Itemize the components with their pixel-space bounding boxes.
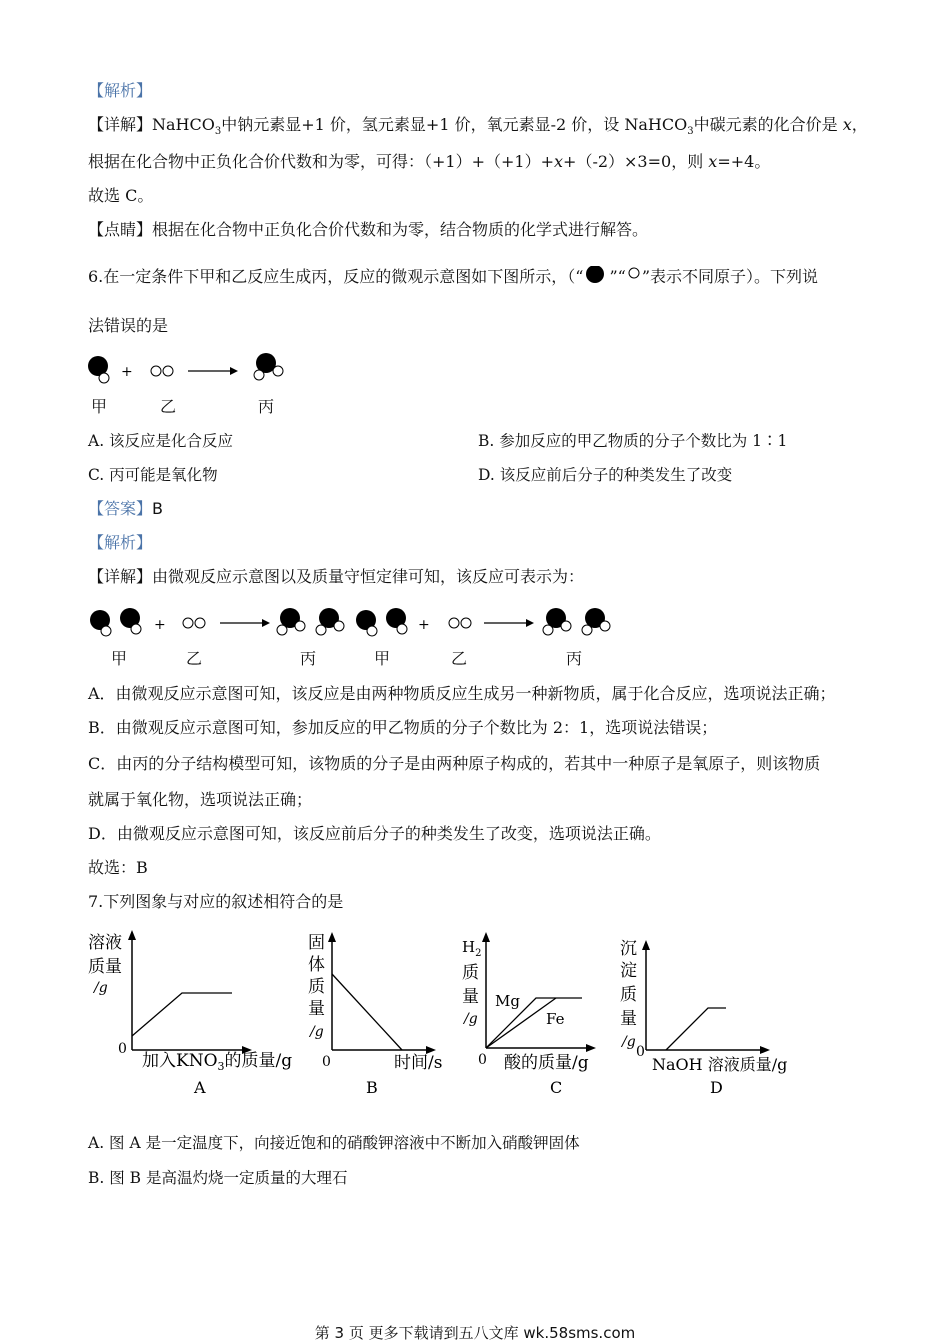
graph-c-ylabel-1: 质 xyxy=(462,963,479,983)
detail-line-2: 根据在化合物中正负化合价代数和为零，可得：（+1）+（+1）+x+（-2）×3=0，则 x=+4。 xyxy=(88,152,771,171)
q6-option-c: C. 丙可能是氧化物 xyxy=(88,466,218,484)
q6-option-d: D. 该反应前后分子的种类发生了改变 xyxy=(478,466,733,484)
graph-d-line xyxy=(666,1008,726,1050)
graph-b-line xyxy=(332,974,402,1050)
q6-equation-diagram xyxy=(84,602,624,642)
q6-explain-d: D．由微观反应示意图可知，该反应前后分子的种类发生了改变，选项说法正确。 xyxy=(88,824,661,843)
q6-explain-c2: 就属于氧化物，选项说法正确； xyxy=(88,790,313,809)
graph-c-ylabel-h2: $H_2$ xyxy=(462,938,482,959)
eq-label-yi-1: 乙 xyxy=(186,649,203,668)
tip-line: 【点睛】根据在化合物中正负化合价代数和为零，结合物质的化学式进行解答。 xyxy=(88,220,649,239)
page-number: 3 xyxy=(334,1324,345,1342)
graph-c xyxy=(458,926,608,1098)
q6-stem-cont: 法错误的是 xyxy=(88,316,169,335)
graph-b-xlabel: 时间/s xyxy=(394,1053,443,1073)
graph-a-ylabel-3: /g xyxy=(94,980,108,996)
q6-analysis-tag: 【解析】 xyxy=(88,533,153,552)
svg-text:+: + xyxy=(418,617,430,633)
graph-d-ylabel-1: 沉 xyxy=(620,939,637,959)
q6-stem: 6.在一定条件下甲和乙反应生成丙，反应的微观示意图如下图所示，（“ ”“ ”表示不同原子）。下列说 xyxy=(88,267,818,286)
q7-option-b: B. 图 B 是高温灼烧一定质量的大理石 xyxy=(88,1169,348,1187)
molecule-jia xyxy=(88,356,109,383)
graph-a-letter: A xyxy=(194,1078,206,1097)
detail-line-1: 【详解】NaHCO$_3$中钠元素显+1 价，氢元素显+1 价，氧元素显-2 价，设 NaHCO$_3$中碳元素的化合价是 x， xyxy=(88,115,868,138)
arrow-head xyxy=(230,367,238,375)
graph-d-ylabel-2: 淀 xyxy=(620,961,637,981)
molecule-bing xyxy=(254,353,283,380)
analysis-tag: 【解析】 xyxy=(88,81,153,100)
q6-option-b: B. 参加反应的甲乙物质的分子个数比为 1∶1 xyxy=(478,432,788,450)
graph-c-xlabel: 酸的质量/g xyxy=(504,1053,589,1073)
label-yi: 乙 xyxy=(160,397,177,416)
graph-b-origin: 0 xyxy=(322,1054,331,1070)
graph-b-ylabel-2: 体 xyxy=(308,955,325,975)
graph-d-xlabel: NaOH 溶液质量/g xyxy=(652,1055,788,1074)
graph-b-ylabel-1: 固 xyxy=(308,933,325,953)
answer-tag: 【答案】 xyxy=(88,499,153,518)
graph-b-ylabel-4: 量 xyxy=(308,999,325,1019)
page-footer: 第 3 页 更多下载请到五八文库 wk.58sms.com xyxy=(314,1324,636,1342)
plus-sign: + xyxy=(121,364,133,380)
graph-c-legend-mg: Mg xyxy=(495,992,520,1010)
graph-a-xlabel: 加入$KNO_3$的质量/g xyxy=(142,1051,293,1073)
graph-a-origin: 0 xyxy=(118,1041,127,1057)
detail-tag: 【详解】 xyxy=(88,567,153,586)
q6-explain-a: A．由微观反应示意图可知，该反应是由两种物质反应生成另一种新物质，属于化合反应，选项说法正确； xyxy=(88,684,836,703)
graph-b xyxy=(300,926,460,1098)
graph-a xyxy=(84,926,294,1098)
label-bing: 丙 xyxy=(258,397,275,416)
equation-group-2 xyxy=(356,608,610,636)
q7-option-a: A. 图 A 是一定温度下，向接近饱和的硝酸钾溶液中不断加入硝酸钾固体 xyxy=(88,1134,580,1152)
graph-c-legend-fe: Fe xyxy=(546,1010,565,1028)
equation-group-1 xyxy=(90,608,344,636)
eq-label-jia-1: 甲 xyxy=(111,649,128,668)
q7-stem: 7.下列图象与对应的叙述相符合的是 xyxy=(88,892,344,911)
graph-d-origin: 0 xyxy=(636,1044,645,1060)
graph-d-ylabel-5: /g xyxy=(622,1034,636,1050)
graph-b-ylabel-3: 质 xyxy=(308,977,325,997)
graph-a-ylabel-2: 质量 xyxy=(88,957,122,977)
graph-c-origin: 0 xyxy=(478,1052,487,1068)
graph-b-ylabel-5: /g xyxy=(310,1024,324,1040)
graph-b-letter: B xyxy=(366,1078,378,1097)
graph-d-ylabel-4: 量 xyxy=(620,1009,637,1029)
q6-reaction-diagram xyxy=(84,348,304,392)
graph-a-line xyxy=(132,993,232,1036)
black-atom-icon xyxy=(583,266,609,286)
q6-answer: 【答案】B xyxy=(88,499,163,518)
q6-option-a: A. 该反应是化合反应 xyxy=(88,432,234,450)
graph-c-ylabel-2: 量 xyxy=(462,987,479,1007)
svg-text:+: + xyxy=(154,617,166,633)
graph-c-letter: C xyxy=(550,1078,563,1097)
graph-c-ylabel-3: /g xyxy=(464,1011,478,1027)
detail-tag: 【详解】 xyxy=(88,115,153,134)
molecule-yi xyxy=(151,366,173,376)
eq-label-jia-2: 甲 xyxy=(374,649,391,668)
eq-label-yi-2: 乙 xyxy=(451,649,468,668)
eq-label-bing-2: 丙 xyxy=(566,649,583,668)
graph-d xyxy=(614,926,794,1098)
choice-line: 故选 C。 xyxy=(88,186,154,205)
graph-a-ylabel-1: 溶液 xyxy=(88,933,122,953)
q6-choice: 故选：B xyxy=(88,858,148,877)
q6-explain-c1: C．由丙的分子结构模型可知，该物质的分子是由两种原子构成的，若其中一种原子是氧原子，则该物质 xyxy=(88,754,821,773)
white-atom-icon xyxy=(626,266,642,286)
graph-d-letter: D xyxy=(710,1078,723,1097)
q6-detail-intro: 【详解】由微观反应示意图以及质量守恒定律可知，该反应可表示为： xyxy=(88,567,585,586)
eq-label-bing-1: 丙 xyxy=(300,649,317,668)
q6-explain-b: B．由微观反应示意图可知，参加反应的甲乙物质的分子个数比为 2：1，选项说法错误； xyxy=(88,718,718,737)
tip-tag: 【点睛】 xyxy=(88,220,153,239)
label-jia: 甲 xyxy=(91,397,108,416)
graph-d-ylabel-3: 质 xyxy=(620,985,637,1005)
